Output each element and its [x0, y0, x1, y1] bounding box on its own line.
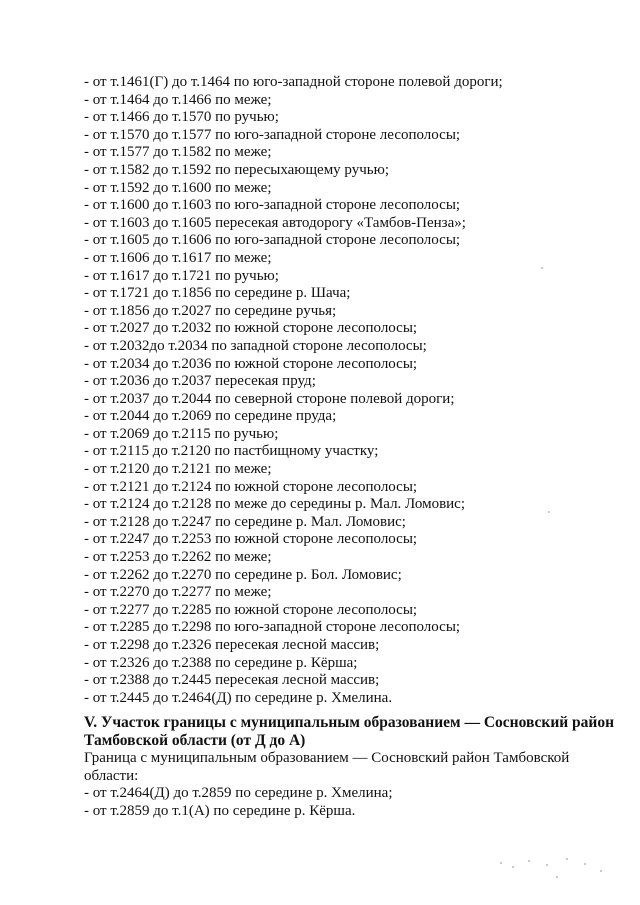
- boundary-line: - от т.2036 до т.2037 пересекая пруд;: [84, 373, 316, 390]
- boundary-line: - от т.2069 до т.2115 по ручью;: [84, 425, 279, 442]
- boundary-line: - от т.2326 до т.2388 по середине р. Кёрша;: [84, 654, 358, 671]
- boundary-line: - от т.2285 до т.2298 по юго-западной стороне лесополосы;: [84, 619, 461, 636]
- section-v-heading-line: Тамбовской области (от Д до А): [84, 732, 306, 749]
- boundary-line: - от т.2253 до т.2262 по меже;: [84, 549, 272, 566]
- section-v-intro-line: Граница с муниципальным образованием — Сосновский район Тамбовской: [84, 750, 570, 766]
- section-v: [84, 714, 632, 820]
- boundary-line: - от т.1605 до т.1606 по юго-западной стороне лесополосы;: [84, 232, 461, 249]
- scan-speck: [600, 870, 602, 872]
- boundary-line: - от т.1856 до т.2027 по середине ручья;: [84, 302, 337, 319]
- boundary-line: - от т.2859 до т.1(А) по середине р. Кёрша.: [84, 802, 356, 819]
- boundary-line: - от т.2445 до т.2464(Д) по середине р. Хмелина.: [84, 689, 393, 706]
- boundary-line: - от т.2115 до т.2120 по пастбищному участку;: [84, 443, 379, 460]
- scan-speck: [512, 866, 514, 868]
- boundary-line: - от т.1721 до т.1856 по середине р. Шача;: [84, 285, 351, 302]
- boundary-line: - от т.2270 до т.2277 по меже;: [84, 584, 272, 601]
- scan-speck: [548, 511, 550, 513]
- scan-speck: [556, 876, 558, 878]
- boundary-line: - от т.2388 до т.2445 пересекая лесной массив;: [84, 672, 380, 689]
- section-v-intro-line: области:: [84, 767, 139, 784]
- boundary-line: - от т.1617 до т.1721 по ручью;: [84, 267, 279, 284]
- boundary-line: - от т.1600 до т.1603 по юго-западной стороне лесополосы;: [84, 197, 461, 214]
- boundary-line: - от т.1570 до т.1577 по юго-западной стороне лесополосы;: [84, 126, 461, 143]
- scan-speck: [528, 860, 530, 862]
- section-v-intro: [84, 750, 632, 785]
- scan-speck: [584, 863, 586, 865]
- boundary-line: - от т.1603 до т.1605 пересекая автодорогу «Тамбов-Пенза»;: [84, 214, 466, 231]
- boundary-line: - от т.2464(Д) до т.2859 по середине р. Хмелина;: [84, 785, 393, 802]
- boundary-line: - от т.2262 до т.2270 по середине р. Бол. Ломовис;: [84, 566, 402, 583]
- scan-speck: [500, 862, 502, 864]
- boundary-line: - от т.2128 до т.2247 по середине р. Мал. Ломовис;: [84, 513, 406, 530]
- section-v-heading-line: V. Участок границы с муниципальным образованием — Сосновский район: [84, 714, 615, 731]
- boundary-line: - от т.2298 до т.2326 пересекая лесной массив;: [84, 637, 380, 653]
- boundary-line: - от т.1461(Г) до т.1464 по юго-западной стороне полевой дороги;: [84, 74, 503, 90]
- boundary-line: - от т.2121 до т.2124 по южной стороне лесополосы;: [84, 478, 418, 495]
- boundary-line-list: [84, 74, 604, 707]
- boundary-line: - от т.2027 до т.2032 по южной стороне лесополосы;: [84, 320, 418, 337]
- boundary-line: - от т.1577 до т.1582 по меже;: [84, 144, 272, 161]
- boundary-line: - от т.2247 до т.2253 по южной стороне лесополосы;: [84, 531, 418, 548]
- boundary-line: - от т.1592 до т.1600 по меже;: [84, 179, 272, 196]
- boundary-line: - от т.2124 до т.2128 по меже до середины р. Мал. Ломовис;: [84, 496, 465, 513]
- boundary-line: - от т.1466 до т.1570 по ручью;: [84, 109, 279, 126]
- boundary-line: - от т.2034 до т.2036 по южной стороне лесополосы;: [84, 355, 418, 372]
- scan-speck: [566, 858, 568, 860]
- section-v-heading: [84, 714, 632, 750]
- boundary-line: - от т.2277 до т.2285 по южной стороне лесополосы;: [84, 601, 418, 618]
- boundary-line: - от т.2120 до т.2121 по меже;: [84, 461, 272, 478]
- section-v-line-list: [84, 785, 632, 820]
- boundary-line: - от т.1464 до т.1466 по меже;: [84, 91, 272, 108]
- boundary-line: - от т.2037 до т.2044 по северной стороне полевой дороги;: [84, 390, 455, 407]
- boundary-line: - от т.1582 до т.1592 по пересыхающему ручью;: [84, 161, 389, 178]
- boundary-line: - от т.1606 до т.1617 по меже;: [84, 249, 272, 266]
- boundary-line: - от т.2044 до т.2069 по середине пруда;: [84, 408, 337, 425]
- scan-speck: [546, 864, 548, 866]
- scan-speck: [541, 267, 543, 269]
- boundary-line: - от т.2032до т.2034 по западной стороне лесополосы;: [84, 337, 427, 354]
